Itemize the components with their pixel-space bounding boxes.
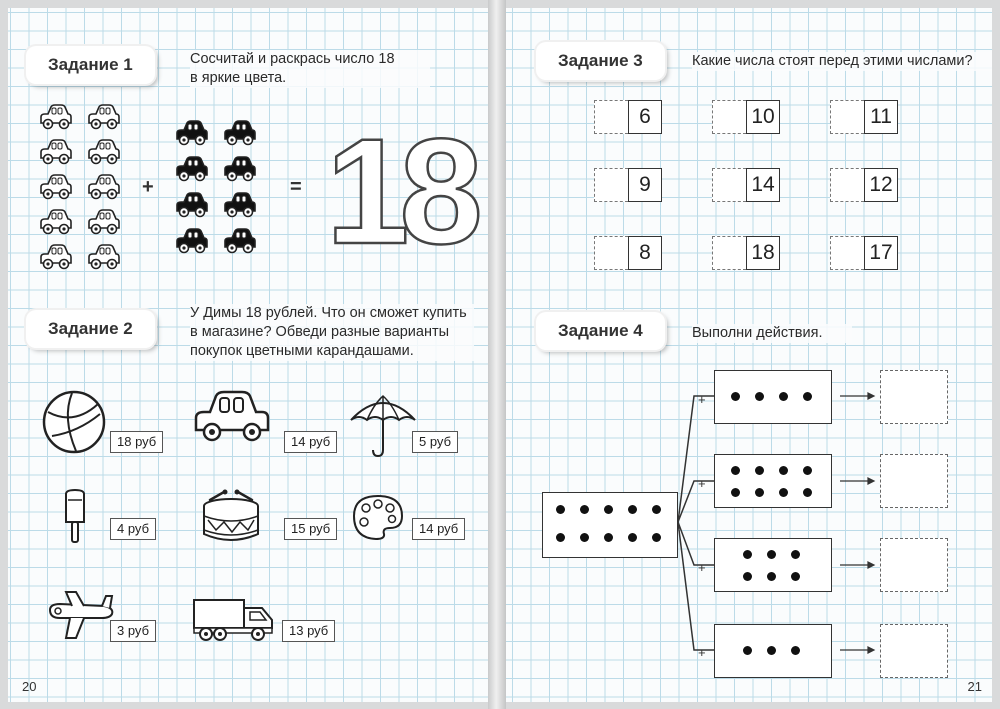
- dot: [604, 505, 613, 514]
- plus-sign: +: [698, 560, 706, 575]
- plus-sign: +: [698, 476, 706, 491]
- branch-connector-lines: [506, 8, 992, 702]
- outline-car-icon: [86, 104, 122, 135]
- task-2-text-line-2: в магазине? Обведи разные варианты: [190, 324, 450, 340]
- task-1-text-line-2: в яркие цвета.: [190, 70, 287, 86]
- price-tag-ball: 18 руб: [110, 431, 163, 453]
- branch-dots-box-2: [714, 454, 832, 508]
- dot: [791, 646, 800, 655]
- filled-car-icon: [222, 120, 258, 151]
- airplane-icon: [44, 590, 116, 642]
- task-1-text-line-1: Сосчитай и раскрась число 18: [190, 51, 395, 67]
- dot: [628, 505, 637, 514]
- dot: [731, 466, 740, 475]
- number-box: 14: [746, 168, 780, 202]
- right-page: [506, 8, 992, 702]
- dot: [652, 505, 661, 514]
- dot: [580, 505, 589, 514]
- outline-car-icon: [86, 244, 122, 275]
- toy-car-icon: [192, 388, 272, 446]
- price-tag-truck: 13 руб: [282, 620, 335, 642]
- dot: [604, 533, 613, 542]
- outline-car-icon: [86, 139, 122, 170]
- number-box: 8: [628, 236, 662, 270]
- page-number-right: 21: [967, 679, 982, 694]
- answer-box-3[interactable]: [880, 538, 948, 592]
- dot: [755, 392, 764, 401]
- number-box: 12: [864, 168, 898, 202]
- dot: [743, 646, 752, 655]
- task-4-label: Задание 4: [536, 312, 665, 350]
- outline-car-icon: [86, 209, 122, 240]
- number-box: 6: [628, 100, 662, 134]
- filled-car-icon: [174, 120, 210, 151]
- price-tag-ice-cream: 4 руб: [110, 518, 156, 540]
- dot: [652, 533, 661, 542]
- dot: [779, 392, 788, 401]
- dot: [779, 488, 788, 497]
- task-2-text: [190, 304, 474, 361]
- task-4-text: Выполни действия.: [692, 324, 852, 343]
- dot: [767, 646, 776, 655]
- outline-car-icon: [38, 104, 74, 135]
- task-2-text-line-3: покупок цветными карандашами.: [190, 343, 414, 359]
- filled-car-icon: [174, 192, 210, 223]
- task-3-text: Какие числа стоят перед этими числами?: [692, 52, 992, 71]
- dot: [743, 550, 752, 559]
- answer-box-4[interactable]: [880, 624, 948, 678]
- outline-car-icon: [38, 244, 74, 275]
- filled-car-icon: [222, 192, 258, 223]
- equals-sign: =: [290, 176, 302, 198]
- task-3-label: Задание 3: [536, 42, 665, 80]
- price-tag-toy-car: 14 руб: [284, 431, 337, 453]
- ball-icon: [42, 390, 106, 454]
- branch-dots-box-3: [714, 538, 832, 592]
- dot: [791, 550, 800, 559]
- number-box: 17: [864, 236, 898, 270]
- dot: [743, 572, 752, 581]
- outline-car-icon: [38, 209, 74, 240]
- filled-car-icon: [222, 228, 258, 259]
- filled-car-icon: [222, 156, 258, 187]
- plus-sign: +: [698, 645, 706, 660]
- answer-box-2[interactable]: [880, 454, 948, 508]
- outline-car-icon: [38, 139, 74, 170]
- number-18-outline: 18: [326, 107, 473, 275]
- dot: [767, 572, 776, 581]
- task-2-text-line-1: У Димы 18 рублей. Что он сможет купить: [190, 305, 467, 321]
- answer-box-1[interactable]: [880, 370, 948, 424]
- dot: [628, 533, 637, 542]
- dot: [803, 466, 812, 475]
- dot: [779, 466, 788, 475]
- task-1-label: Задание 1: [26, 46, 155, 84]
- price-tag-palette: 14 руб: [412, 518, 465, 540]
- ice-cream-icon: [62, 488, 88, 544]
- number-box: 18: [746, 236, 780, 270]
- dot: [755, 488, 764, 497]
- branch-dots-box-1: [714, 370, 832, 424]
- palette-icon: [352, 494, 404, 540]
- price-tag-umbrella: 5 руб: [412, 431, 458, 453]
- price-tag-drum: 15 руб: [284, 518, 337, 540]
- dot: [803, 488, 812, 497]
- dot: [791, 572, 800, 581]
- dot: [556, 505, 565, 514]
- umbrella-icon: [348, 392, 418, 458]
- truck-icon: [190, 594, 276, 642]
- plus-sign: +: [698, 392, 706, 407]
- plus-sign: +: [142, 176, 154, 198]
- number-box: 10: [746, 100, 780, 134]
- dot: [731, 488, 740, 497]
- dot: [556, 533, 565, 542]
- left-page: [8, 8, 488, 702]
- book-spine: [488, 0, 506, 709]
- dot: [731, 392, 740, 401]
- branch-dots-box-4: [714, 624, 832, 678]
- start-dots-box: [542, 492, 678, 558]
- dot: [755, 466, 764, 475]
- drum-icon: [198, 490, 264, 546]
- outline-car-icon: [38, 174, 74, 205]
- dot: [767, 550, 776, 559]
- dot: [580, 533, 589, 542]
- price-tag-airplane: 3 руб: [110, 620, 156, 642]
- dot: [803, 392, 812, 401]
- outline-car-icon: [86, 174, 122, 205]
- page-number-left: 20: [22, 679, 37, 694]
- task-1-text: [190, 50, 430, 88]
- filled-car-icon: [174, 156, 210, 187]
- filled-car-icon: [174, 228, 210, 259]
- task-2-label: Задание 2: [26, 310, 155, 348]
- number-box: 11: [864, 100, 898, 134]
- number-box: 9: [628, 168, 662, 202]
